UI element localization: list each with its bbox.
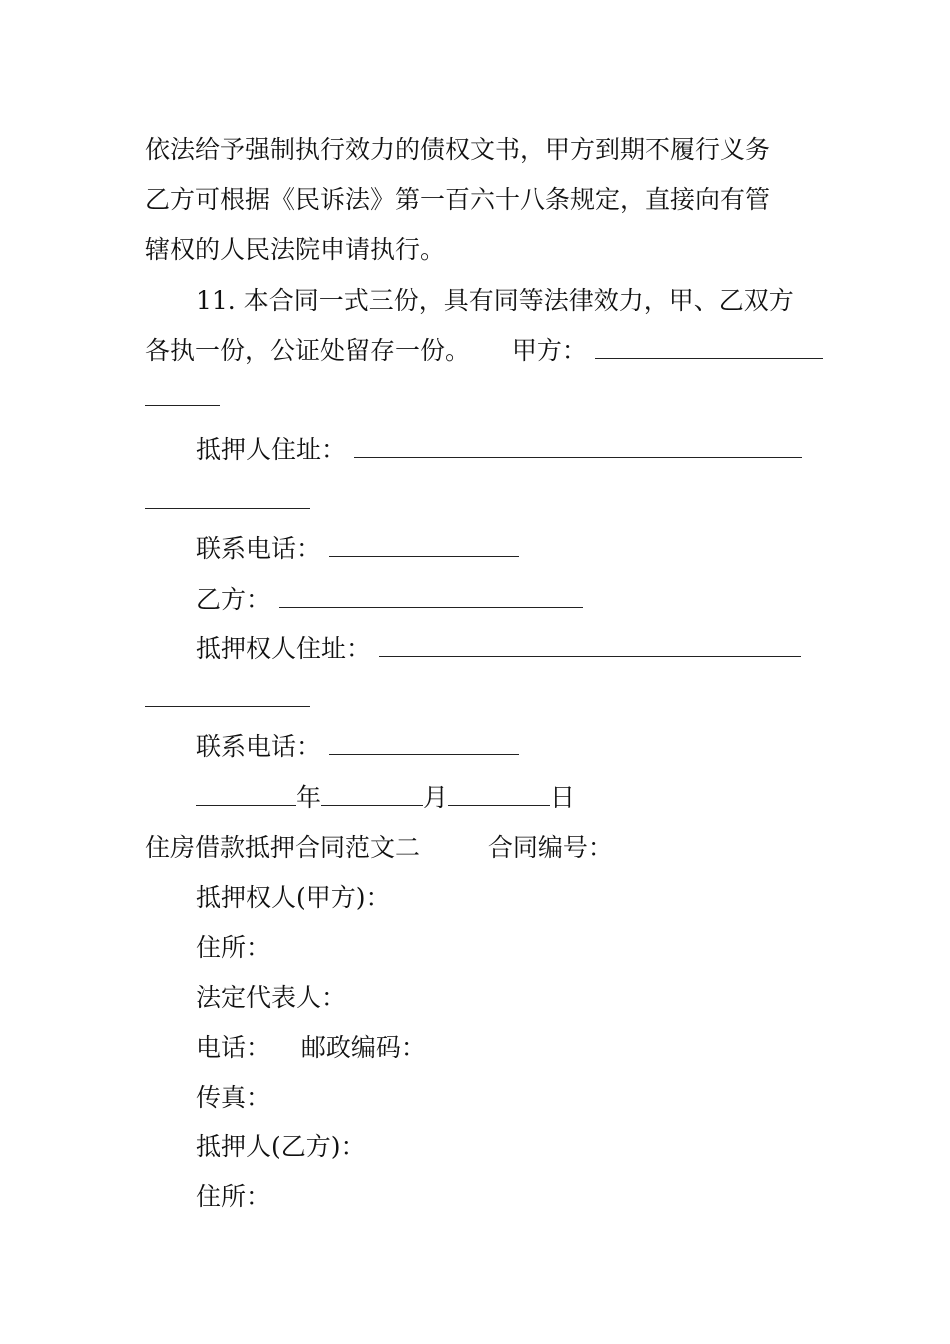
mortgagor-address-line <box>196 433 802 467</box>
day-label: 日 <box>550 783 576 812</box>
legal-representative-field <box>196 981 346 1015</box>
residence-field <box>196 931 271 965</box>
party-a-blank <box>595 336 823 359</box>
mortgagee-address-blank <box>379 634 801 657</box>
mortgagee-address-label: 抵押权人住址： <box>196 634 372 663</box>
contract-number-label: 合同编号： <box>487 833 613 862</box>
second-contract-title-line <box>145 831 613 865</box>
date-line <box>196 781 575 815</box>
party-b-line <box>196 583 583 617</box>
residence-label: 住所： <box>196 933 272 962</box>
month-label: 月 <box>423 783 449 812</box>
mortgagor-label: 抵押人(乙方)： <box>196 1132 366 1161</box>
month-blank <box>321 783 423 806</box>
residence-label: 住所： <box>196 1182 272 1211</box>
fax-field <box>196 1081 271 1115</box>
paragraph-text: 依法给予强制执行效力的债权文书，甲方到期不履行义务 <box>145 135 771 164</box>
contact-phone-line <box>196 730 519 764</box>
contact-phone-label: 联系电话： <box>196 732 322 761</box>
paragraph-line <box>145 183 770 217</box>
clause-11-line <box>196 284 794 318</box>
year-blank <box>196 783 296 806</box>
mortgagee-field <box>196 881 391 915</box>
residence-field <box>196 1180 271 1214</box>
party-a-label: 甲方： <box>511 336 587 365</box>
mortgagee-address-blank-continued <box>145 706 310 707</box>
paragraph-text: 乙方可根据《民诉法》第一百六十八条规定，直接向有管 <box>145 185 771 214</box>
clause-11-line <box>145 334 823 368</box>
contact-phone-blank <box>329 732 519 755</box>
mortgagor-field <box>196 1130 366 1164</box>
contact-phone-line <box>196 532 519 566</box>
postcode-label: 邮政编码： <box>300 1033 426 1062</box>
phone-postcode-field <box>196 1031 426 1065</box>
mortgagee-address-line <box>196 632 801 666</box>
mortgagee-label: 抵押权人(甲方)： <box>196 883 391 912</box>
party-b-label: 乙方： <box>196 585 272 614</box>
phone-label: 电话： <box>196 1033 272 1062</box>
paragraph-line <box>145 133 770 167</box>
mortgagor-address-blank <box>354 435 802 458</box>
clause-11-text: 11. 本合同一式三份，具有同等法律效力，甲、乙双方 <box>196 286 794 315</box>
party-a-blank-continued <box>145 405 220 406</box>
fax-label: 传真： <box>196 1083 272 1112</box>
contact-phone-blank <box>329 534 519 557</box>
clause-11-text: 各执一份，公证处留存一份。 <box>145 336 471 365</box>
year-label: 年 <box>296 783 322 812</box>
paragraph-text: 辖权的人民法院申请执行。 <box>145 235 446 264</box>
contact-phone-label: 联系电话： <box>196 534 322 563</box>
second-contract-title: 住房借款抵押合同范文二 <box>145 833 421 862</box>
legal-representative-label: 法定代表人： <box>196 983 347 1012</box>
paragraph-line <box>145 233 445 267</box>
day-blank <box>448 783 550 806</box>
mortgagor-address-label: 抵押人住址： <box>196 435 347 464</box>
mortgagor-address-blank-continued <box>145 508 310 509</box>
party-b-blank <box>279 585 583 608</box>
